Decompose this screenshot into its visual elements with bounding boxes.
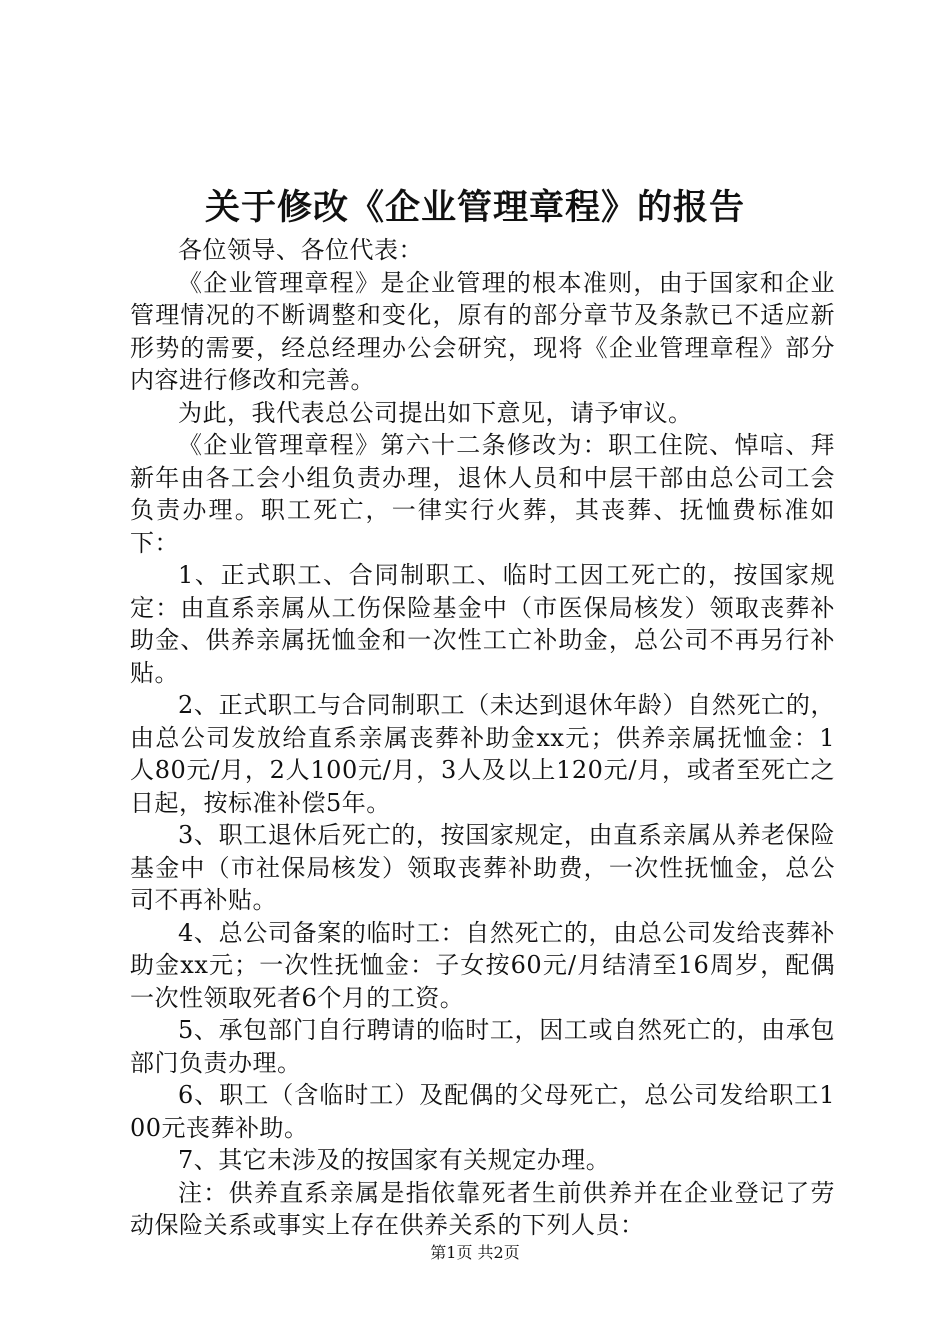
page-footer: 第1页 共2页	[430, 1243, 520, 1262]
clause-4-paragraph: 4、总公司备案的临时工：自然死亡的，由总公司发给丧葬补助金xx元；一次性抚恤金：子女按60元/月结清至16周岁，配偶一次性领取死者6个月的工资。	[130, 918, 835, 1012]
clause-2-paragraph: 2、正式职工与合同制职工（未达到退休年龄）自然死亡的，由总公司发放给直系亲属丧葬补助金xx元；供养亲属抚恤金：1人80元/月，2人100元/月，3人及以上120元/月，或者至死亡之日起，按标准补偿5年。	[130, 691, 835, 817]
document-title: 关于修改《企业管理章程》的报告	[204, 188, 745, 228]
clause-6-paragraph: 6、职工（含临时工）及配偶的父母死亡，总公司发给职工100元丧葬补助。	[130, 1081, 835, 1142]
clause-3-paragraph: 3、职工退休后死亡的，按国家规定，由直系亲属从养老保险基金中（市社保局核发）领取丧葬补助费，一次性抚恤金，总公司不再补贴。	[130, 821, 835, 914]
article-62-paragraph: 《企业管理章程》第六十二条修改为：职工住院、悼唁、拜新年由各工会小组负责办理，退休人员和中层干部由总公司工会负责办理。职工死亡，一律实行火葬，其丧葬、抚恤费标准如下：	[130, 431, 835, 557]
clause-1-paragraph: 1、正式职工、合同制职工、临时工因工死亡的，按国家规定：由直系亲属从工伤保险基金中（市医保局核发）领取丧葬补助金、供养亲属抚恤金和一次性工亡补助金，总公司不再另行补贴。	[130, 561, 835, 687]
intro-paragraph: 《企业管理章程》是企业管理的根本准则，由于国家和企业管理情况的不断调整和变化，原有的部分章节及条款已不适应新形势的需要，经总经理办公会研究，现将《企业管理章程》部分内容进行修改和完善。	[130, 268, 835, 394]
salutation-paragraph: 各位领导、各位代表：	[178, 236, 423, 264]
note-paragraph: 注：供养直系亲属是指依靠死者生前供养并在企业登记了劳动保险关系或事实上存在供养关系的下列人员：	[130, 1178, 835, 1239]
proposal-paragraph: 为此，我代表总公司提出如下意见，请予审议。	[178, 398, 693, 427]
clause-5-paragraph: 5、承包部门自行聘请的临时工，因工或自然死亡的，由承包部门负责办理。	[130, 1016, 835, 1077]
clause-7-paragraph: 7、其它未涉及的按国家有关规定办理。	[178, 1146, 611, 1174]
document-body	[130, 234, 835, 1242]
